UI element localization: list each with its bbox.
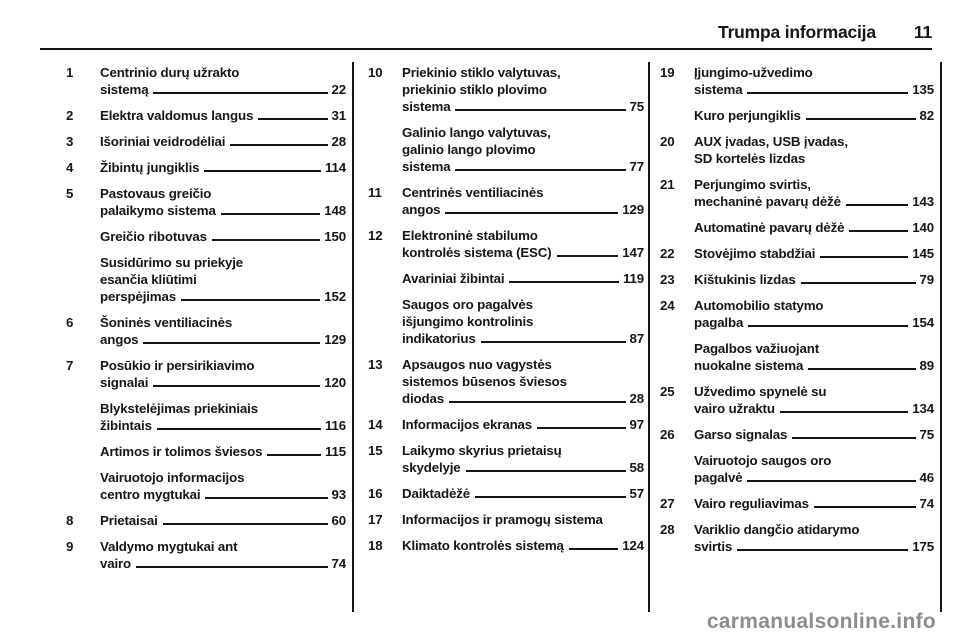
entry-text: Priekinio stiklo valytuvas, — [402, 65, 561, 80]
entry-number: 16 — [368, 486, 383, 501]
leader-line — [820, 256, 908, 258]
toc-entry — [368, 124, 644, 175]
entry-text: žibintais — [100, 418, 152, 433]
entry-page-ref: 58 — [629, 460, 644, 475]
entry-text: Žibintų jungiklis — [100, 160, 200, 175]
leader-line — [153, 92, 327, 94]
toc-entry — [66, 469, 346, 503]
entry-number: 14 — [368, 417, 383, 432]
leader-line — [481, 341, 626, 343]
entry-number: 17 — [368, 512, 383, 527]
toc-entry — [66, 400, 346, 434]
entry-page-ref: 143 — [912, 194, 934, 209]
entry-page-ref: 28 — [331, 134, 346, 149]
leader-line — [230, 144, 327, 146]
entry-text: Vairo reguliavimas — [694, 496, 809, 511]
entry-page-ref: 147 — [622, 245, 644, 260]
leader-line — [849, 230, 908, 232]
entry-number: 7 — [66, 358, 74, 373]
entry-number: 4 — [66, 160, 74, 175]
entry-text: pagalvė — [694, 470, 743, 485]
entry-text: kontrolės sistema (ESC) — [402, 245, 552, 260]
leader-line — [258, 118, 327, 120]
entry-number — [66, 443, 100, 460]
leader-line — [747, 480, 915, 482]
entry-text: Avariniai žibintai — [402, 271, 505, 286]
entry-number: 18 — [368, 538, 383, 553]
leader-line — [267, 454, 321, 456]
entry-text: Klimato kontrolės sistemą — [402, 538, 564, 553]
entry-page-ref: 120 — [324, 375, 346, 390]
entry-text: Šoninės ventiliacinės — [100, 315, 233, 330]
entry-number: 28 — [660, 522, 675, 537]
entry-number: 2 — [66, 108, 74, 123]
toc-entry — [368, 227, 644, 261]
entry-page-ref: 175 — [912, 539, 934, 554]
entry-text: Apsaugos nuo vagystės — [402, 357, 552, 372]
entry-page-ref: 82 — [919, 108, 934, 123]
entry-page-ref: 75 — [629, 99, 644, 114]
leader-line — [181, 299, 320, 301]
toc-entry — [368, 485, 644, 502]
entry-page-ref: 60 — [331, 513, 346, 528]
entry-number: 22 — [660, 246, 675, 261]
entry-page-ref: 28 — [629, 391, 644, 406]
toc-entry — [368, 416, 644, 433]
entry-page-ref: 22 — [331, 82, 346, 97]
toc-entry — [66, 107, 346, 124]
toc-entry — [660, 426, 934, 443]
entry-text: Laikymo skyrius prietaisų — [402, 443, 562, 458]
leader-line — [475, 496, 626, 498]
entry-page-ref: 77 — [629, 159, 644, 174]
toc-column-1 — [66, 64, 346, 581]
toc-entry — [368, 296, 644, 347]
entry-text: Galinio lango valytuvas, — [402, 125, 551, 140]
leader-line — [801, 282, 916, 284]
entry-number: 8 — [66, 513, 74, 528]
toc-entry — [368, 356, 644, 407]
entry-text: vairo užraktu — [694, 401, 775, 416]
entry-page-ref: 89 — [919, 358, 934, 373]
entry-text: Automobilio statymo — [694, 298, 824, 313]
entry-number: 13 — [368, 357, 383, 372]
leader-line — [205, 497, 327, 499]
toc-entry — [660, 133, 934, 167]
entry-text: Automatinė pavarų dėžė — [694, 220, 845, 235]
leader-line — [537, 427, 625, 429]
leader-line — [455, 109, 625, 111]
entry-text: Vairuotojo informacijos — [100, 470, 245, 485]
toc-entry — [660, 495, 934, 512]
toc-entry — [660, 383, 934, 417]
entry-text: išjungimo kontrolinis — [402, 314, 534, 329]
entry-text: sistema — [402, 99, 451, 114]
leader-line — [143, 342, 320, 344]
entry-number: 15 — [368, 443, 383, 458]
leader-line — [466, 470, 626, 472]
entry-text: Išoriniai veidrodėliai — [100, 134, 226, 149]
entry-page-ref: 129 — [324, 332, 346, 347]
entry-text: Perjungimo svirtis, — [694, 177, 811, 192]
watermark: carmanualsonline.info — [706, 610, 936, 633]
leader-line — [737, 549, 908, 551]
leader-line — [780, 411, 908, 413]
entry-text: Blykstelėjimas priekiniais — [100, 401, 258, 416]
entry-text: Centrinio durų užrakto — [100, 65, 240, 80]
toc-entry — [66, 443, 346, 460]
toc-entry — [66, 64, 346, 98]
entry-number: 24 — [660, 298, 675, 313]
entry-page-ref: 31 — [331, 108, 346, 123]
entry-page-ref: 46 — [919, 470, 934, 485]
entry-text: skydelyje — [402, 460, 461, 475]
entry-number: 5 — [66, 186, 74, 201]
entry-number: 10 — [368, 65, 383, 80]
entry-page-ref: 93 — [331, 487, 346, 502]
entry-number — [660, 452, 694, 486]
entry-page-ref: 57 — [629, 486, 644, 501]
toc-entry — [368, 184, 644, 218]
toc-entry — [368, 511, 644, 528]
leader-line — [846, 204, 908, 206]
entry-text: svirtis — [694, 539, 733, 554]
entry-text: galinio lango plovimo — [402, 142, 536, 157]
toc-entry — [66, 185, 346, 219]
entry-text: pagalba — [694, 315, 744, 330]
toc-entry — [660, 521, 934, 555]
entry-text: Saugos oro pagalvės — [402, 297, 533, 312]
leader-line — [136, 566, 327, 568]
toc-entry — [66, 254, 346, 305]
toc-entry — [66, 314, 346, 348]
entry-number — [368, 270, 402, 287]
entry-text: perspėjimas — [100, 289, 176, 304]
leader-line — [509, 281, 619, 283]
entry-text: priekinio stiklo plovimo — [402, 82, 547, 97]
toc-entry — [660, 297, 934, 331]
toc-entry — [66, 228, 346, 245]
entry-number — [66, 254, 100, 305]
entry-page-ref: 74 — [331, 556, 346, 571]
leader-line — [157, 428, 321, 430]
entry-text: Informacijos ekranas — [402, 417, 533, 432]
entry-text: indikatorius — [402, 331, 476, 346]
entry-text: Garso signalas — [694, 427, 788, 442]
entry-text: SD kortelės lizdas — [694, 151, 806, 166]
entry-text: Prietaisai — [100, 513, 158, 528]
leader-line — [449, 401, 626, 403]
entry-page-ref: 79 — [919, 272, 934, 287]
entry-text: signalai — [100, 375, 149, 390]
entry-text: Elektra valdomus langus — [100, 108, 254, 123]
toc-entry — [368, 537, 644, 554]
entry-number: 27 — [660, 496, 675, 511]
entry-text: sistemą — [100, 82, 149, 97]
page-number: 11 — [913, 22, 932, 42]
entry-page-ref: 145 — [912, 246, 934, 261]
entry-text: angos — [100, 332, 139, 347]
leader-line — [212, 239, 320, 241]
toc-entry — [660, 64, 934, 98]
page-title: Trumpa informacija — [718, 22, 876, 42]
leader-line — [569, 548, 618, 550]
entry-number: 6 — [66, 315, 74, 330]
entry-page-ref: 154 — [912, 315, 934, 330]
entry-number — [66, 469, 100, 503]
entry-text: Kuro perjungiklis — [694, 108, 801, 123]
entry-number: 12 — [368, 228, 383, 243]
entry-text: Valdymo mygtukai ant — [100, 539, 238, 554]
entry-text: vairo — [100, 556, 132, 571]
toc-entry — [66, 512, 346, 529]
entry-text: Variklio dangčio atidarymo — [694, 522, 860, 537]
entry-text: Greičio ribotuvas — [100, 229, 207, 244]
entry-number — [66, 228, 100, 245]
entry-number: 25 — [660, 384, 675, 399]
entry-number — [660, 340, 694, 374]
header-rule — [40, 48, 932, 50]
toc-entry — [66, 357, 346, 391]
entry-text: Informacijos ir pramogų sistema — [402, 512, 603, 527]
toc-column-2 — [368, 64, 644, 563]
leader-line — [808, 368, 915, 370]
entry-text: palaikymo sistema — [100, 203, 216, 218]
column-divider — [940, 62, 942, 612]
entry-page-ref: 135 — [912, 82, 934, 97]
entry-page-ref: 150 — [324, 229, 346, 244]
entry-text: Vairuotojo saugos oro — [694, 453, 832, 468]
entry-page-ref: 114 — [324, 160, 346, 175]
entry-text: Susidūrimo su priekyje — [100, 255, 244, 270]
entry-text: Stovėjimo stabdžiai — [694, 246, 816, 261]
leader-line — [792, 437, 915, 439]
entry-number: 9 — [66, 539, 74, 554]
entry-number — [660, 219, 694, 236]
entry-text: sistema — [694, 82, 743, 97]
entry-page-ref: 148 — [324, 203, 346, 218]
entry-number: 1 — [66, 65, 74, 80]
entry-text: nuokalne sistema — [694, 358, 804, 373]
leader-line — [153, 385, 320, 387]
leader-line — [445, 212, 618, 214]
leader-line — [204, 170, 321, 172]
leader-line — [163, 523, 328, 525]
entry-number: 19 — [660, 65, 675, 80]
entry-number: 11 — [368, 185, 382, 200]
toc-entry — [660, 245, 934, 262]
entry-number — [660, 107, 694, 124]
entry-text: Centrinės ventiliacinės — [402, 185, 544, 200]
toc-entry — [660, 271, 934, 288]
entry-number: 3 — [66, 134, 74, 149]
toc-entry — [368, 442, 644, 476]
entry-text: Įjungimo-užvedimo — [694, 65, 813, 80]
entry-text: Pagalbos važiuojant — [694, 341, 819, 356]
entry-text: diodas — [402, 391, 444, 406]
entry-page-ref: 115 — [324, 444, 346, 459]
entry-page-ref: 140 — [912, 220, 934, 235]
entry-page-ref: 87 — [629, 331, 644, 346]
entry-page-ref: 74 — [919, 496, 934, 511]
entry-text: angos — [402, 202, 441, 217]
entry-page-ref: 119 — [622, 271, 644, 286]
leader-line — [748, 325, 908, 327]
leader-line — [814, 506, 916, 508]
entry-page-ref: 116 — [324, 418, 346, 433]
toc-entry — [368, 64, 644, 115]
entry-text: Elektroninė stabilumo — [402, 228, 538, 243]
leader-line — [557, 255, 619, 257]
entry-text: Posūkio ir persirikiavimo — [100, 358, 255, 373]
entry-number — [66, 400, 100, 434]
entry-number: 21 — [660, 177, 675, 192]
toc-entry — [660, 452, 934, 486]
entry-text: sistema — [402, 159, 451, 174]
toc-entry — [368, 270, 644, 287]
toc-entry — [66, 159, 346, 176]
entry-number: 23 — [660, 272, 675, 287]
entry-text: AUX įvadas, USB įvadas, — [694, 134, 848, 149]
entry-text: sistemos būsenos šviesos — [402, 374, 567, 389]
column-divider — [648, 62, 650, 612]
leader-line — [221, 213, 321, 215]
leader-line — [806, 118, 916, 120]
leader-line — [455, 169, 625, 171]
entry-text: centro mygtukai — [100, 487, 201, 502]
entry-number: 20 — [660, 134, 675, 149]
entry-page-ref: 124 — [622, 538, 644, 553]
entry-text: mechaninė pavarų dėžė — [694, 194, 841, 209]
entry-page-ref: 129 — [622, 202, 644, 217]
entry-text: Kištukinis lizdas — [694, 272, 796, 287]
toc-entry — [66, 538, 346, 572]
toc-entry — [660, 340, 934, 374]
entry-page-ref: 97 — [629, 417, 644, 432]
entry-text: Užvedimo spynelė su — [694, 384, 827, 399]
page-header — [40, 22, 932, 43]
leader-line — [747, 92, 908, 94]
column-divider — [352, 62, 354, 612]
entry-page-ref: 75 — [919, 427, 934, 442]
toc-column-3 — [660, 64, 934, 564]
toc-entry — [66, 133, 346, 150]
entry-text: Daiktadėžė — [402, 486, 470, 501]
entry-number: 26 — [660, 427, 675, 442]
entry-page-ref: 152 — [324, 289, 346, 304]
entry-page-ref: 134 — [912, 401, 934, 416]
toc-entry — [660, 107, 934, 124]
toc-entry — [660, 176, 934, 210]
entry-number — [368, 296, 402, 347]
entry-number — [368, 124, 402, 175]
entry-text: Pastovaus greičio — [100, 186, 212, 201]
entry-text: Artimos ir tolimos šviesos — [100, 444, 263, 459]
entry-text: esančia kliūtimi — [100, 272, 197, 287]
toc-entry — [660, 219, 934, 236]
